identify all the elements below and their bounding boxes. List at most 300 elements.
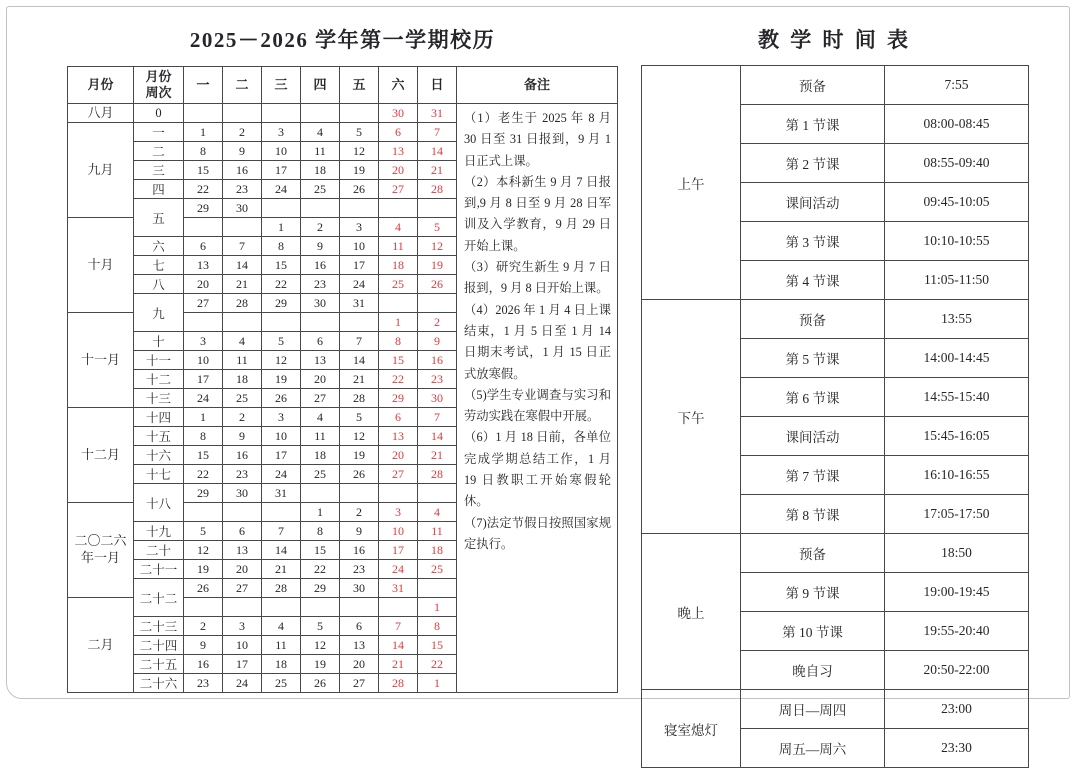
day-cell [301, 104, 340, 123]
day-cell: 18 [223, 370, 262, 389]
day-column-header: 六 [379, 67, 418, 104]
day-cell: 10 [262, 427, 301, 446]
remark-item: （7)法定节假日按照国家规定执行。 [464, 515, 611, 551]
calendar-section [67, 18, 618, 693]
day-cell [418, 294, 457, 313]
day-cell: 27 [223, 579, 262, 598]
day-cell: 11 [418, 522, 457, 541]
day-cell: 20 [184, 275, 223, 294]
day-cell [340, 313, 379, 332]
schedule-time-cell: 14:55-15:40 [885, 378, 1029, 417]
day-cell: 31 [262, 484, 301, 503]
day-cell: 8 [184, 427, 223, 446]
day-cell: 30 [223, 484, 262, 503]
day-cell: 29 [379, 389, 418, 408]
day-cell: 25 [223, 389, 262, 408]
day-cell [223, 313, 262, 332]
day-cell [184, 503, 223, 522]
day-cell: 7 [418, 408, 457, 427]
day-cell: 3 [184, 332, 223, 351]
schedule-label-cell: 周五—周六 [741, 729, 885, 768]
day-cell: 27 [340, 674, 379, 693]
schedule-time-cell: 08:55-09:40 [885, 144, 1029, 183]
week-number-cell: 二十三 [134, 617, 184, 636]
schedule-time-cell: 18:50 [885, 534, 1029, 573]
schedule-time-cell: 7:55 [885, 66, 1029, 105]
day-column-header: 四 [301, 67, 340, 104]
day-cell: 30 [340, 579, 379, 598]
day-cell [418, 579, 457, 598]
day-cell: 1 [418, 598, 457, 617]
day-cell: 15 [379, 351, 418, 370]
day-cell: 22 [301, 560, 340, 579]
day-column-header: 五 [340, 67, 379, 104]
schedule-label-cell: 第 9 节课 [741, 573, 885, 612]
day-cell: 1 [379, 313, 418, 332]
day-cell [301, 598, 340, 617]
week-number-cell: 二十一 [134, 560, 184, 579]
day-cell: 2 [223, 408, 262, 427]
week-number-cell: 二十四 [134, 636, 184, 655]
day-cell: 8 [184, 142, 223, 161]
day-cell: 27 [184, 294, 223, 313]
day-cell: 17 [379, 541, 418, 560]
day-cell: 28 [379, 674, 418, 693]
day-cell: 20 [301, 370, 340, 389]
schedule-time-cell: 23:00 [885, 690, 1029, 729]
day-cell: 26 [340, 465, 379, 484]
day-cell [223, 218, 262, 237]
day-cell [340, 598, 379, 617]
day-cell: 11 [301, 142, 340, 161]
day-cell [379, 294, 418, 313]
day-cell: 12 [301, 636, 340, 655]
schedule-label-cell: 第 3 节课 [741, 222, 885, 261]
day-cell: 30 [223, 199, 262, 218]
day-cell: 24 [340, 275, 379, 294]
day-cell: 17 [223, 655, 262, 674]
day-cell [184, 313, 223, 332]
day-cell: 23 [301, 275, 340, 294]
day-cell: 13 [184, 256, 223, 275]
day-cell: 30 [301, 294, 340, 313]
day-cell: 16 [184, 655, 223, 674]
day-cell: 9 [184, 636, 223, 655]
week-column-header [134, 67, 184, 104]
day-cell: 6 [223, 522, 262, 541]
day-column-header: 三 [262, 67, 301, 104]
day-cell: 1 [184, 123, 223, 142]
day-cell: 3 [379, 503, 418, 522]
day-cell: 21 [418, 161, 457, 180]
day-cell: 1 [301, 503, 340, 522]
day-cell: 5 [340, 123, 379, 142]
day-cell: 9 [340, 522, 379, 541]
day-cell: 17 [184, 370, 223, 389]
day-cell: 26 [418, 275, 457, 294]
day-cell: 4 [223, 332, 262, 351]
day-cell: 16 [223, 446, 262, 465]
day-cell: 6 [301, 332, 340, 351]
day-cell: 25 [301, 465, 340, 484]
day-cell: 10 [262, 142, 301, 161]
day-cell [223, 598, 262, 617]
day-cell: 16 [223, 161, 262, 180]
schedule-period-cell: 上午 [642, 66, 741, 300]
schedule-period-cell: 下午 [642, 300, 741, 534]
day-cell: 10 [340, 237, 379, 256]
remark-item: （2）本科新生 9 月 7 日报到,9 月 8 日至 9 月 28 日军训及入学教育，9 月 29 日开始上课。 [464, 174, 611, 253]
day-cell: 6 [340, 617, 379, 636]
schedule-label-cell: 第 7 节课 [741, 456, 885, 495]
day-cell: 28 [262, 579, 301, 598]
day-cell: 6 [184, 237, 223, 256]
week-number-cell: 十 [134, 332, 184, 351]
day-cell: 28 [418, 465, 457, 484]
schedule-time-cell: 19:00-19:45 [885, 573, 1029, 612]
remark-item: （1）老生于 2025 年 8 月 30 日至 31 日报到，9 月 1 日正式上课。 [464, 111, 611, 168]
month-cell: 九月 [68, 123, 134, 218]
day-cell: 30 [418, 389, 457, 408]
day-cell: 5 [340, 408, 379, 427]
day-cell: 31 [379, 579, 418, 598]
day-cell: 31 [418, 104, 457, 123]
schedule-label-cell: 第 1 节课 [741, 105, 885, 144]
day-cell: 25 [379, 275, 418, 294]
month-cell: 八月 [68, 104, 134, 123]
day-cell [184, 218, 223, 237]
day-cell: 23 [184, 674, 223, 693]
day-cell [262, 503, 301, 522]
day-cell: 16 [301, 256, 340, 275]
day-cell: 10 [223, 636, 262, 655]
day-cell: 28 [340, 389, 379, 408]
schedule-body [642, 66, 1029, 768]
day-cell: 8 [262, 237, 301, 256]
week-number-cell: 十一 [134, 351, 184, 370]
day-cell: 22 [262, 275, 301, 294]
week-number-cell: 四 [134, 180, 184, 199]
day-cell: 29 [184, 484, 223, 503]
day-cell: 29 [184, 199, 223, 218]
day-cell: 25 [418, 560, 457, 579]
day-cell: 14 [418, 427, 457, 446]
schedule-label-cell: 第 5 节课 [741, 339, 885, 378]
day-cell: 7 [262, 522, 301, 541]
day-cell: 15 [301, 541, 340, 560]
day-cell: 22 [379, 370, 418, 389]
schedule-label-cell: 预备 [741, 300, 885, 339]
day-cell: 6 [379, 123, 418, 142]
schedule-label-cell: 第 8 节课 [741, 495, 885, 534]
day-cell [184, 104, 223, 123]
day-cell: 1 [184, 408, 223, 427]
day-cell: 26 [301, 674, 340, 693]
schedule-time-cell: 23:30 [885, 729, 1029, 768]
day-cell: 27 [379, 465, 418, 484]
day-cell [262, 104, 301, 123]
month-cell: 十二月 [68, 408, 134, 503]
day-cell [418, 484, 457, 503]
schedule-row [642, 690, 1029, 729]
day-cell: 19 [418, 256, 457, 275]
day-cell: 29 [262, 294, 301, 313]
day-cell [223, 503, 262, 522]
month-column-header: 月份 [68, 67, 134, 104]
day-cell: 14 [340, 351, 379, 370]
day-cell: 16 [340, 541, 379, 560]
day-cell: 23 [223, 465, 262, 484]
day-cell: 3 [262, 123, 301, 142]
month-cell: 二月 [68, 598, 134, 693]
day-cell: 14 [262, 541, 301, 560]
day-cell: 26 [184, 579, 223, 598]
day-cell: 5 [262, 332, 301, 351]
day-column-header: 一 [184, 67, 223, 104]
month-cell: 二〇二六年一月 [68, 503, 134, 598]
day-cell: 3 [262, 408, 301, 427]
day-cell: 19 [340, 446, 379, 465]
day-cell: 9 [418, 332, 457, 351]
day-cell: 13 [223, 541, 262, 560]
schedule-label-cell: 第 4 节课 [741, 261, 885, 300]
week-number-cell: 五 [134, 199, 184, 237]
day-cell: 27 [379, 180, 418, 199]
day-cell: 24 [223, 674, 262, 693]
day-cell: 24 [184, 389, 223, 408]
week-number-cell: 0 [134, 104, 184, 123]
schedule-time-cell: 16:10-16:55 [885, 456, 1029, 495]
remark-item: （4）2026 年 1 月 4 日上课结束，1 月 5 日至 1 月 14 日期末考试，1 月 15 日正式放寒假。 [464, 302, 611, 381]
day-cell: 4 [301, 408, 340, 427]
day-cell: 11 [223, 351, 262, 370]
month-cell: 十一月 [68, 313, 134, 408]
week-number-cell: 十九 [134, 522, 184, 541]
day-cell: 23 [418, 370, 457, 389]
day-cell: 4 [301, 123, 340, 142]
day-cell: 9 [301, 237, 340, 256]
day-cell: 19 [301, 655, 340, 674]
day-cell: 10 [184, 351, 223, 370]
remarks-cell [457, 104, 618, 693]
week-number-cell: 二 [134, 142, 184, 161]
day-cell: 14 [223, 256, 262, 275]
schedule-period-cell: 晚上 [642, 534, 741, 690]
day-cell: 8 [301, 522, 340, 541]
day-cell: 15 [184, 161, 223, 180]
day-cell: 2 [340, 503, 379, 522]
day-cell: 2 [301, 218, 340, 237]
week-number-cell: 十三 [134, 389, 184, 408]
week-number-cell: 十八 [134, 484, 184, 522]
day-cell: 24 [379, 560, 418, 579]
day-cell: 7 [223, 237, 262, 256]
day-cell: 19 [184, 560, 223, 579]
day-cell: 29 [301, 579, 340, 598]
day-cell: 26 [262, 389, 301, 408]
day-cell: 20 [379, 161, 418, 180]
day-cell: 13 [379, 142, 418, 161]
remark-item: （6）1 月 18 日前，各单位完成学期总结工作，1 月 19 日教职工开始寒假轮休。 [464, 430, 611, 509]
schedule-time-cell: 13:55 [885, 300, 1029, 339]
day-cell [340, 104, 379, 123]
day-cell [301, 199, 340, 218]
day-cell: 7 [340, 332, 379, 351]
day-cell: 18 [301, 161, 340, 180]
day-cell: 8 [379, 332, 418, 351]
day-cell: 23 [223, 180, 262, 199]
remark-column-header: 备注 [457, 67, 618, 104]
day-cell: 15 [184, 446, 223, 465]
day-cell: 12 [340, 142, 379, 161]
schedule-label-cell: 课间活动 [741, 417, 885, 456]
calendar-table [67, 66, 618, 693]
day-cell: 9 [223, 142, 262, 161]
day-cell: 20 [379, 446, 418, 465]
day-cell: 24 [262, 180, 301, 199]
day-cell [262, 598, 301, 617]
day-cell: 18 [418, 541, 457, 560]
week-number-cell: 六 [134, 237, 184, 256]
day-cell: 25 [301, 180, 340, 199]
schedule-time-cell: 17:05-17:50 [885, 495, 1029, 534]
day-cell: 16 [418, 351, 457, 370]
day-cell [379, 484, 418, 503]
day-column-header: 二 [223, 67, 262, 104]
day-cell: 1 [418, 674, 457, 693]
day-cell: 11 [262, 636, 301, 655]
day-cell: 30 [379, 104, 418, 123]
schedule-title: 教 学 时 间 表 [758, 28, 911, 52]
schedule-time-cell: 08:00-08:45 [885, 105, 1029, 144]
schedule-period-cell: 寝室熄灯 [642, 690, 741, 768]
week-number-cell: 十四 [134, 408, 184, 427]
day-cell: 12 [418, 237, 457, 256]
day-cell: 22 [184, 465, 223, 484]
schedule-section [641, 18, 1028, 768]
day-cell: 22 [184, 180, 223, 199]
day-cell: 19 [262, 370, 301, 389]
day-cell [262, 313, 301, 332]
day-cell: 17 [262, 446, 301, 465]
schedule-label-cell: 晚自习 [741, 651, 885, 690]
week-number-cell: 一 [134, 123, 184, 142]
day-cell: 21 [418, 446, 457, 465]
day-cell: 4 [418, 503, 457, 522]
schedule-label-cell: 第 10 节课 [741, 612, 885, 651]
week-number-cell: 十二 [134, 370, 184, 389]
week-header-line1: 月份 [145, 68, 172, 84]
day-cell: 21 [340, 370, 379, 389]
week-number-cell: 二十六 [134, 674, 184, 693]
day-cell [223, 104, 262, 123]
day-cell: 2 [223, 123, 262, 142]
schedule-time-cell: 14:00-14:45 [885, 339, 1029, 378]
schedule-label-cell: 预备 [741, 534, 885, 573]
day-cell: 13 [340, 636, 379, 655]
schedule-label-cell: 预备 [741, 66, 885, 105]
day-cell: 15 [418, 636, 457, 655]
week-number-cell: 七 [134, 256, 184, 275]
day-cell: 13 [379, 427, 418, 446]
day-cell [340, 199, 379, 218]
day-cell: 5 [301, 617, 340, 636]
day-cell: 4 [262, 617, 301, 636]
day-cell: 24 [262, 465, 301, 484]
day-cell [418, 199, 457, 218]
schedule-time-cell: 15:45-16:05 [885, 417, 1029, 456]
day-cell: 31 [340, 294, 379, 313]
day-cell: 28 [418, 180, 457, 199]
day-cell: 17 [340, 256, 379, 275]
week-header-line2: 周次 [145, 85, 172, 100]
day-cell: 28 [223, 294, 262, 313]
schedule-label-cell: 周日—周四 [741, 690, 885, 729]
day-cell: 21 [379, 655, 418, 674]
day-cell: 7 [379, 617, 418, 636]
schedule-time-cell: 20:50-22:00 [885, 651, 1029, 690]
day-cell: 12 [184, 541, 223, 560]
day-cell: 10 [379, 522, 418, 541]
schedule-time-cell: 09:45-10:05 [885, 183, 1029, 222]
day-cell: 3 [223, 617, 262, 636]
week-number-cell: 九 [134, 294, 184, 332]
day-cell: 4 [379, 218, 418, 237]
day-cell: 18 [301, 446, 340, 465]
day-cell: 7 [418, 123, 457, 142]
day-cell: 14 [418, 142, 457, 161]
week-number-cell: 二十五 [134, 655, 184, 674]
day-cell: 20 [340, 655, 379, 674]
day-cell: 5 [184, 522, 223, 541]
day-column-header: 日 [418, 67, 457, 104]
remark-item: （5)学生专业调查与实习和劳动实践在寒假中开展。 [464, 387, 611, 424]
day-cell: 11 [379, 237, 418, 256]
schedule-label-cell: 第 2 节课 [741, 144, 885, 183]
week-number-cell: 二十 [134, 541, 184, 560]
day-cell: 20 [223, 560, 262, 579]
day-cell: 27 [301, 389, 340, 408]
day-cell: 1 [262, 218, 301, 237]
day-cell: 19 [340, 161, 379, 180]
week-number-cell: 十七 [134, 465, 184, 484]
day-cell [184, 598, 223, 617]
day-cell: 13 [301, 351, 340, 370]
calendar-body [68, 104, 618, 693]
day-cell: 21 [223, 275, 262, 294]
schedule-row [642, 66, 1029, 105]
day-cell: 2 [184, 617, 223, 636]
day-cell: 25 [262, 674, 301, 693]
day-cell [379, 598, 418, 617]
week-number-cell: 十五 [134, 427, 184, 446]
week-number-cell: 三 [134, 161, 184, 180]
schedule-row [642, 534, 1029, 573]
day-cell [340, 484, 379, 503]
schedule-label-cell: 第 6 节课 [741, 378, 885, 417]
day-cell: 8 [418, 617, 457, 636]
day-cell [262, 199, 301, 218]
day-cell: 18 [379, 256, 418, 275]
schedule-table [641, 65, 1029, 768]
day-cell: 14 [379, 636, 418, 655]
day-cell: 23 [340, 560, 379, 579]
day-cell: 6 [379, 408, 418, 427]
schedule-time-cell: 19:55-20:40 [885, 612, 1029, 651]
calendar-title: 2025－2026 学年第一学期校历 [189, 28, 496, 52]
schedule-time-cell: 10:10-10:55 [885, 222, 1029, 261]
day-cell: 18 [262, 655, 301, 674]
